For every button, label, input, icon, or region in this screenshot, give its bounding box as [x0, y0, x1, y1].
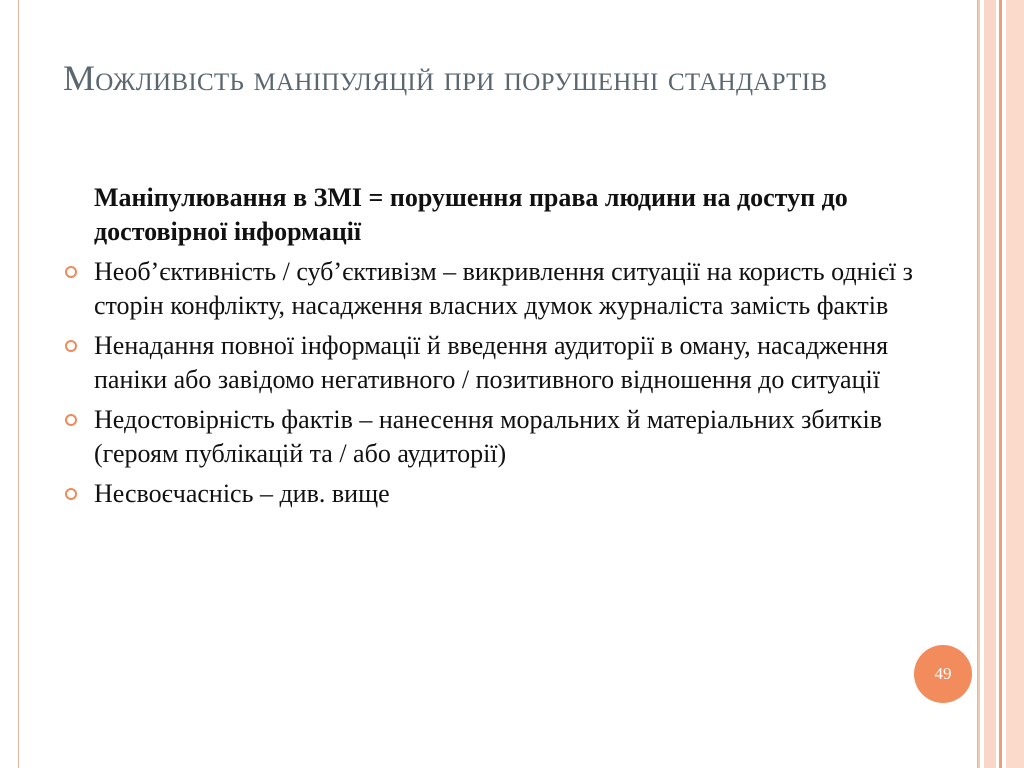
circle-bullet-icon: [65, 414, 77, 426]
intro-statement: Маніпулювання в ЗМІ = порушення права людини на доступ до достовірної інформації: [94, 183, 848, 246]
bullet-text: Недостовірність фактів – нанесення моральних й матеріальних збитків (героям публікацій та / або аудиторії): [94, 405, 882, 468]
list-item: [60, 329, 940, 397]
circle-bullet-icon: [65, 340, 77, 352]
slide-title: Можливість маніпуляцій при порушенні стандартів: [63, 58, 828, 98]
circle-bullet-icon: [65, 488, 77, 500]
bullet-text: Ненадання повної інформації й введення аудиторії в оману, насадження паніки або завідомо негативного / позитивного відношення до ситуації: [94, 331, 889, 394]
decorative-stripes: [978, 0, 1024, 768]
bullet-text: Несвоєчаснісь – див. вище: [94, 479, 390, 508]
stripe: [978, 0, 980, 768]
list-item: [60, 255, 940, 323]
list-item: [60, 477, 940, 511]
bullet-text: Необ’єктивність / суб’єктивізм – викривлення ситуації на користь однієї з сторін конфлікту, насадження власних думок журналіста замість фактів: [94, 257, 913, 320]
stripe: [984, 0, 996, 768]
slide-content: [60, 181, 940, 511]
stripe: [1006, 0, 1024, 768]
circle-bullet-icon: [65, 266, 77, 278]
stripe: [999, 0, 1002, 768]
list-item: [60, 403, 940, 471]
bullet-list: [60, 255, 940, 511]
page-number-badge: 49: [914, 645, 972, 703]
